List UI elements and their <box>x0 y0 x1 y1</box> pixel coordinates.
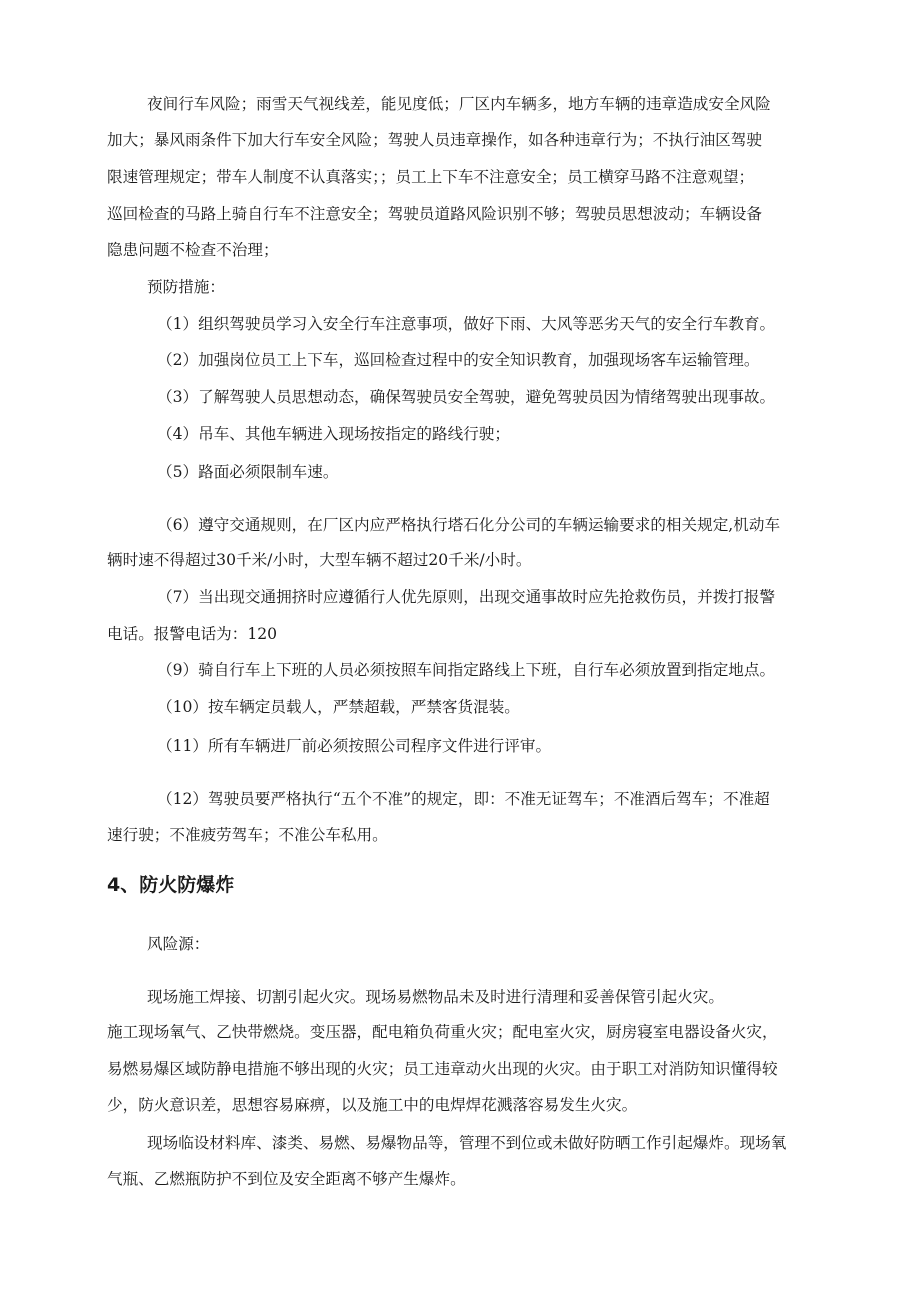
section-heading-fire: 4、防火防爆炸 <box>107 874 235 896</box>
fire-line-3: 易燃易爆区域防静电措施不够出现的火灾；员工违章动火出现的火灾。由于职工对消防知识懂得较 <box>107 1060 778 1078</box>
prevention-item-10: （10）按车辆定员载人，严禁超载，严禁客货混装。 <box>157 698 520 716</box>
prevention-item-4: （4）吊车、其他车辆进入现场按指定的路线行驶； <box>157 425 510 443</box>
fire-line-5: 现场临设材料库、漆类、易燃、易爆物品等，管理不到位或未做好防晒工作引起爆炸。现场氧 <box>147 1134 787 1152</box>
prevention-item-1: （1）组织驾驶员学习入安全行车注意事项，做好下雨、大风等恶劣天气的安全行车教育。 <box>157 315 776 333</box>
prevention-item-5: （5）路面必须限制车速。 <box>157 463 339 481</box>
prevention-item-12-cont: 速行驶；不准疲劳驾车；不准公车私用。 <box>107 826 388 844</box>
risk-line-2: 加大；暴风雨条件下加大行车安全风险；驾驶人员违章操作，如各种违章行为；不执行油区驾驶 <box>107 131 762 149</box>
risk-line-5: 隐患问题不检查不治理； <box>107 241 279 259</box>
prevention-item-11: （11）所有车辆进厂前必须按照公司程序文件进行评审。 <box>157 737 552 755</box>
prevention-item-2: （2）加强岗位员工上下车，巡回检查过程中的安全知识教育，加强现场客车运输管理。 <box>157 351 760 369</box>
prevention-item-7: （7）当出现交通拥挤时应遵循行人优先原则，出现交通事故时应先抢救伤员，并拨打报警 <box>157 588 776 606</box>
fire-risk-label: 风险源： <box>147 935 210 953</box>
prevention-item-3: （3）了解驾驶人员思想动态，确保驾驶员安全驾驶，避免驾驶员因为情绪驾驶出现事故。 <box>157 388 776 406</box>
fire-line-2: 施工现场氧气、乙快带燃烧。变压器，配电箱负荷重火灾；配电室火灾，厨房寝室电器设备火灾， <box>107 1023 778 1041</box>
prevention-label: 预防措施： <box>147 278 225 296</box>
prevention-item-9: （9）骑自行车上下班的人员必须按照车间指定路线上下班，自行车必须放置到指定地点。 <box>157 661 776 679</box>
risk-line-1: 夜间行车风险；雨雪天气视线差，能见度低；厂区内车辆多，地方车辆的违章造成安全风险 <box>147 95 771 113</box>
fire-line-4: 少，防火意识差，思想容易麻痹，以及施工中的电焊焊花溅落容易发生火灾。 <box>107 1096 638 1114</box>
risk-line-3: 限速管理规定；带车人制度不认真落实；；员工上下车不注意安全；员工横穿马路不注意观望； <box>107 168 755 186</box>
risk-line-4: 巡回检查的马路上骑自行车不注意安全；驾驶员道路风险识别不够；驾驶员思想波动；车辆设备 <box>107 205 762 223</box>
fire-line-1: 现场施工焊接、切割引起火灾。现场易燃物品未及时进行清理和妥善保管引起火灾。 <box>147 988 724 1006</box>
prevention-item-7-cont: 电话。报警电话为：120 <box>107 625 278 643</box>
prevention-item-6: （6）遵守交通规则，在厂区内应严格执行塔石化分公司的车辆运输要求的相关规定,机动车 <box>157 516 781 534</box>
prevention-item-12: （12）驾驶员要严格执行“五个不准”的规定，即：不准无证驾车；不准酒后驾车；不准超 <box>157 790 770 808</box>
fire-line-6: 气瓶、乙燃瓶防护不到位及安全距离不够产生爆炸。 <box>107 1170 466 1188</box>
prevention-item-6-cont: 辆时速不得超过30千米/小时，大型车辆不超过20千米/小时。 <box>107 551 532 569</box>
